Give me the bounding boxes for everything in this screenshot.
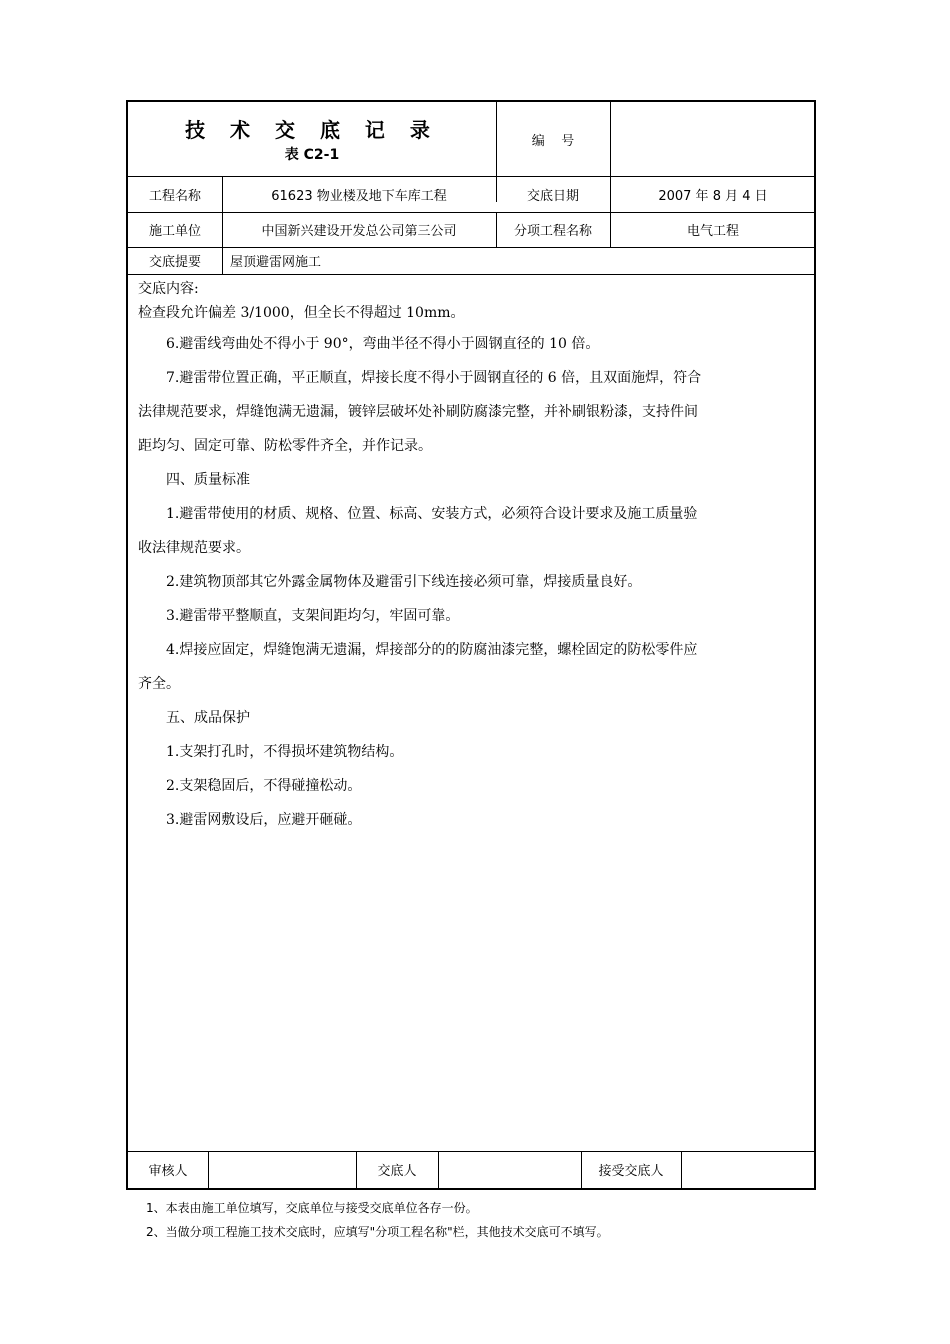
content-line: 2.建筑物顶部其它外露金属物体及避雷引下线连接必须可靠，焊接质量良好。: [166, 574, 642, 590]
date-value[interactable]: 2007 年 8 月 4 日: [658, 188, 768, 204]
summary-label: 交底提要: [148, 255, 201, 270]
presenter-label: 交底人: [377, 1164, 417, 1179]
project-name-label: 工程名称: [148, 188, 201, 204]
content-line: 3.避雷网敷设后，应避开砸碰。: [166, 812, 362, 828]
content-line: 法律规范要求，焊缝饱满无遗漏，镀锌层破坏处补刷防腐漆完整，并补刷银粉漆，支持件间: [138, 404, 698, 420]
number-label: 编 号: [531, 133, 575, 149]
content-line: 6.避雷线弯曲处不得小于 90°，弯曲半径不得小于圆钢直径的 10 倍。: [166, 336, 600, 352]
unit-value[interactable]: 中国新兴建设开发总公司第三公司: [261, 224, 457, 239]
section-heading: 五、成品保护: [166, 710, 250, 726]
number-value[interactable]: [610, 102, 816, 176]
section-heading: 四、质量标准: [166, 472, 250, 488]
content-line: 齐全。: [138, 676, 180, 692]
summary-value[interactable]: 屋顶避雷网施工: [230, 255, 322, 270]
content-line: 2.支架稳固后，不得碰撞松动。: [166, 778, 362, 794]
reviewer-value[interactable]: [208, 1151, 356, 1188]
receiver-label: 接受交底人: [598, 1164, 664, 1179]
content-label: 交底内容:: [138, 281, 199, 297]
receiver-value[interactable]: [681, 1151, 816, 1188]
footnote: 2、当做分项工程施工技术交底时，应填写"分项工程名称"栏，其他技术交底可不填写。: [146, 1225, 609, 1239]
reviewer-label: 审核人: [148, 1164, 188, 1179]
footnote: 1、本表由施工单位填写，交底单位与接受交底单位各存一份。: [146, 1201, 478, 1215]
content-line: 收法律规范要求。: [138, 540, 250, 556]
content-line: 1.避雷带使用的材质、规格、位置、标高、安装方式，必须符合设计要求及施工质量验: [166, 506, 698, 522]
content-line: 4.焊接应固定，焊缝饱满无遗漏，焊接部分的的防腐油漆完整，螺栓固定的防松零件应: [166, 642, 698, 658]
presenter-value[interactable]: [438, 1151, 581, 1188]
project-name-value[interactable]: 61623 物业楼及地下车库工程: [271, 188, 447, 204]
subproject-value[interactable]: 电气工程: [686, 224, 739, 239]
form-title: 技 术 交 底 记 录: [185, 118, 439, 142]
subproject-label: 分项工程名称: [513, 224, 592, 239]
content-line: 1.支架打孔时，不得损坏建筑物结构。: [166, 744, 404, 760]
content-line: 检查段允许偏差 3/1000，但全长不得超过 10mm。: [138, 305, 465, 321]
content-line: 距均匀、固定可靠、防松零件齐全，并作记录。: [138, 438, 432, 454]
unit-label: 施工单位: [148, 224, 201, 239]
technical-disclosure-form: [126, 100, 816, 1190]
form-number: 表 C2-1: [284, 147, 340, 163]
content-line: 3.避雷带平整顺直，支架间距均匀，牢固可靠。: [166, 608, 460, 624]
disclosure-content: [138, 279, 808, 837]
date-label: 交底日期: [526, 188, 579, 204]
footnotes: [146, 1196, 609, 1244]
content-line: 7.避雷带位置正确，平正顺直，焊接长度不得小于圆钢直径的 6 倍，且双面施焊，符合: [166, 370, 702, 386]
